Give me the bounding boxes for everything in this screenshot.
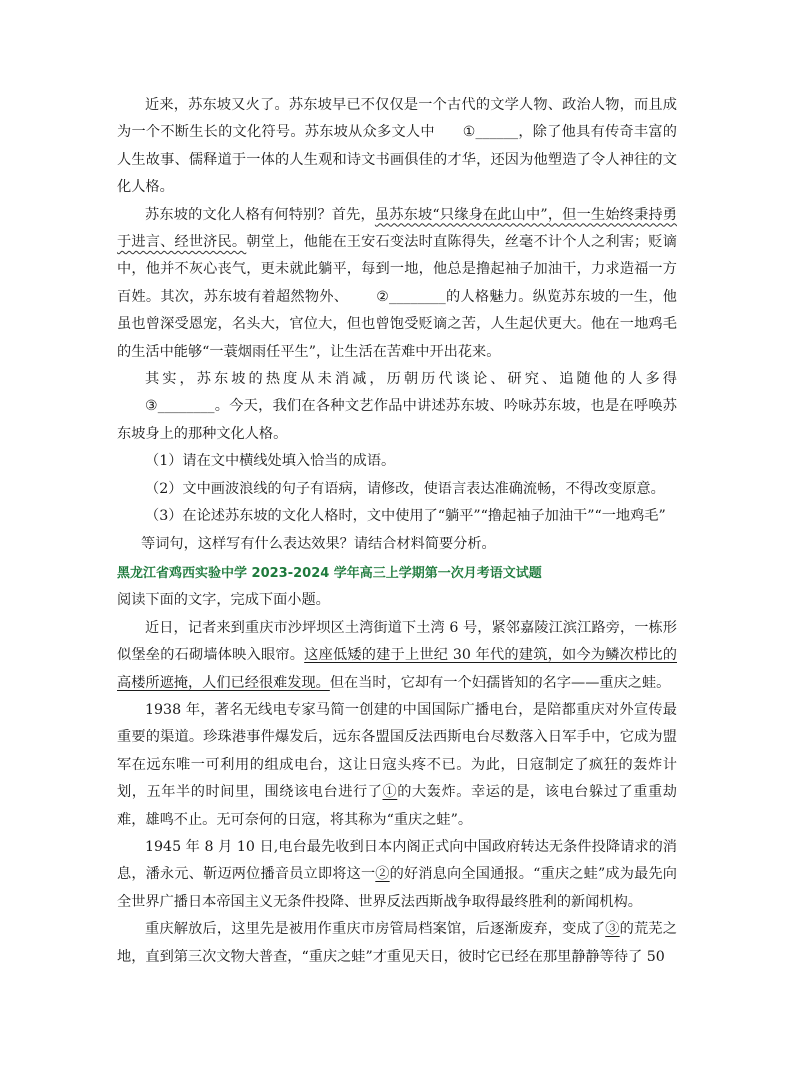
passage1-paragraph-1: 近来，苏东坡又火了。苏东坡早已不仅仅是一个古代的文学人物、政治人物，而且成为一个不断生长的文化符号。苏东坡从众多文人中 ①______，除了他具有传奇丰富的人生故事、儒释道于一体的人生观和诗文书画俱佳的才华，还因为他塑造了令人神往的文化人格。 <box>117 97 677 196</box>
blank-2-marker: ② <box>375 866 390 883</box>
passage2-paragraph-4: 重庆解放后，这里先是被用作重庆市房管局档案馆，后逐渐废弃，变成了③的荒芜之地，直到第三次文物大普查，“重庆之蛙”才重见天日，彼时它已经在那里静静等待了 50 <box>117 921 677 965</box>
passage1-paragraph-2: 苏东坡的文化人格有何特别？首先，虽苏东坡“只缘身在此山中”，但一生始终秉持勇于进言、经世济民。朝堂上，他能在王安石变法时直陈得失，丝毫不计个人之利害；贬谪中，他并不灰心丧气，更未就此躺平，每到一地，他总是撸起袖子加油干，力求造福一方百姓。其次，苏东坡有着超然物外、 ②________的人格魅力。纵览苏东坡的一生，他虽也曾深受恩宠，名头大，官位大，但也曾饱受贬谪之苦，人生起伏更大。他在一地鸡毛的生活中能够“一蓑烟雨任平生”，让生活在苦难中开出花来。 <box>117 206 677 360</box>
passage2-paragraph-3: 1945 年 8 月 10 日,电台最先收到日本内阁正式向中国政府转达无条件投降请求的消息，潘永元、靳迈两位播音员立即将这一②的好消息向全国通报。“重庆之蛙”成为最先向全世界广播日本帝国主义无条件投降、世界反法西斯战争取得最终胜利的新闻机构。 <box>117 838 677 910</box>
wavy-underlined-sentence: 虽苏东坡“只缘身在此山中”，但一生始终秉持勇于进言、经世济民。 <box>117 206 677 251</box>
question-1: （1）请在文中横线处填入恰当的成语。 <box>145 453 396 470</box>
underlined-sentence: 这座低矮的建于上世纪 30 年代的建筑，如今为鳞次栉比的高楼所遮掩，人们已经很难发现。 <box>117 647 677 691</box>
passage1-paragraph-3: 其实，苏东坡的热度从未消减，历朝历代谈论、研究、追随他的人多得③________。今天，我们在各种文艺作品中讲述苏东坡、吟咏苏东坡，也是在呼唤苏东坡身上的那种文化人格。 <box>117 371 677 442</box>
blank-3: ③________ <box>145 398 215 415</box>
document-page <box>117 92 677 971</box>
blank-1: ①______ <box>462 124 519 141</box>
blank-1-marker: ① <box>382 784 398 801</box>
blank-2: ②________ <box>376 288 446 305</box>
question-3: （3）在论述苏东坡的文化人格时，文中使用了“躺平”“撸起袖子加油干”“一地鸡毛” 等词句，这样写有什么表达效果？请结合材料简要分析。 <box>141 508 666 552</box>
passage2-paragraph-2: 1938 年，著名无线电专家马简一创建的中国国际广播电台，是陪都重庆对外宣传最重要的渠道。珍珠港事件爆发后，远东各盟国反法西斯电台尽数落入日军手中，它成为盟军在远东唯一可利用的组成电台，这让日寇头疼不已。为此，日寇制定了疯狂的轰炸计划，五年半的时间里，围绕该电台进行了①的大轰炸。幸运的是，该电台躲过了重重劫难，雄鸣不止。无可奈何的日寇，将其称为“重庆之蛙”。 <box>117 701 677 828</box>
question-2: （2）文中画波浪线的句子有语病，请修改，使语言表达准确流畅，不得改变原意。 <box>145 480 665 497</box>
blank-3-marker: ③ <box>605 921 620 938</box>
section-title: 黑龙江省鸡西实验中学 2023-2024 学年高三上学期第一次月考语文试题 <box>117 565 542 581</box>
passage2-paragraph-1: 近日，记者来到重庆市沙坪坝区土湾街道下土湾 6 号，紧邻嘉陵江滨江路旁，一栋形似堡垒的石砌墙体映入眼帘。这座低矮的建于上世纪 30 年代的建筑，如今为鳞次栉比的高楼所遮掩，人们已经很难发现。但在当时，它却有一个妇孺皆知的名字——重庆之蛙。 <box>117 619 677 691</box>
instruction: 阅读下面的文字，完成下面小题。 <box>117 592 330 609</box>
